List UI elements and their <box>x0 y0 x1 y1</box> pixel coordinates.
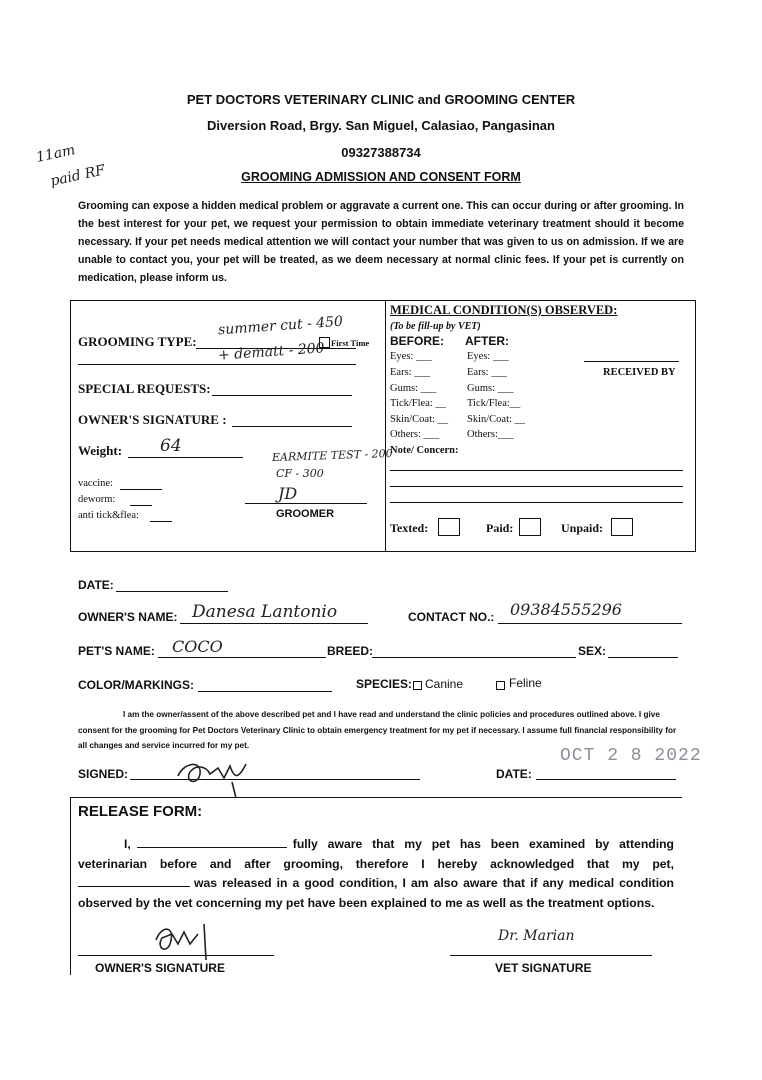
medical-title: MEDICAL CONDITION(S) OBSERVED: <box>390 303 618 317</box>
pet-name-label: PET'S NAME: <box>78 644 155 658</box>
after-tick-flea: Tick/Flea:__ <box>467 398 521 409</box>
form-title: GROOMING ADMISSION AND CONSENT FORM <box>241 170 521 184</box>
note-line-1[interactable] <box>390 470 683 471</box>
date-line[interactable] <box>116 591 228 592</box>
release-vet-signature-line[interactable] <box>450 955 652 956</box>
feline-label: Feline <box>509 676 542 690</box>
received-by-label: RECEIVED BY <box>603 367 676 378</box>
first-time-label: First Time <box>331 338 370 348</box>
before-eyes: Eyes: ___ <box>390 351 432 362</box>
special-requests-label: SPECIAL REQUESTS: <box>78 381 211 396</box>
release-name-blank[interactable] <box>137 835 287 848</box>
groomer-initials: JD <box>278 484 298 503</box>
contact-label: CONTACT NO.: <box>408 610 495 624</box>
sex-line[interactable] <box>608 657 678 658</box>
date-stamp: OCT 2 8 2022 <box>560 746 702 766</box>
anti-tick-line[interactable] <box>150 521 172 522</box>
note-line-2[interactable] <box>390 486 683 487</box>
box-top-border <box>70 300 696 301</box>
release-owner-signature-scribble <box>148 920 218 964</box>
intro-paragraph: Grooming can expose a hidden medical problem or aggravate a current one. This can occur during or after grooming. In the best interest for your pet, we request your permission to obtain immediate veterinary treatment should it become necessary. If your pet needs medical attention we will contact your number that was given to us on admission. If we are unable to contact you, your pet will be treated, as we deem necessary at normal clinic fees. If your pet is currently on medication, please inform us. <box>78 200 684 284</box>
species-label: SPECIES: <box>356 677 413 691</box>
weight-value: 64 <box>160 436 182 456</box>
before-skin-coat: Skin/Coat: __ <box>390 414 449 425</box>
deworm-line[interactable] <box>130 505 152 506</box>
release-top-border <box>70 797 682 798</box>
before-others: Others: ___ <box>390 429 440 440</box>
grooming-type-hand-2: + dematt - 200 <box>217 340 326 364</box>
box-divider <box>385 300 386 552</box>
groomer-line[interactable] <box>245 503 367 504</box>
cf-hand: CF - 300 <box>276 467 324 480</box>
date-label: DATE: <box>78 578 114 592</box>
release-vet-signature-label: VET SIGNATURE <box>495 961 592 975</box>
canine-label: Canine <box>425 677 464 691</box>
paid-checkbox[interactable] <box>519 518 541 536</box>
after-gums: Gums: ___ <box>467 383 514 394</box>
box-left-border <box>70 300 71 552</box>
pet-name-line[interactable] <box>158 657 326 658</box>
release-pet-blank[interactable] <box>78 874 190 887</box>
feline-checkbox[interactable] <box>496 681 505 690</box>
release-left-border <box>70 797 71 975</box>
before-tick-flea: Tick/Flea: __ <box>390 398 446 409</box>
texted-checkbox[interactable] <box>438 518 460 536</box>
texted-label: Texted: <box>390 521 429 535</box>
note-concern-label: Note/ Concern: <box>390 445 459 456</box>
clinic-phone: 09327388734 <box>341 145 421 160</box>
special-requests-line[interactable] <box>212 395 352 396</box>
grooming-type-line-2[interactable] <box>78 364 356 365</box>
box-right-border <box>695 300 696 552</box>
owner-signature-label: OWNER'S SIGNATURE : <box>78 412 227 427</box>
contact-line[interactable] <box>498 623 682 624</box>
consent-paragraph: I am the owner/assent of the above described pet and I have read and understand the clinic policies and procedures outlined above. I give consent for the grooming for Pet Doctors Veterinary Clinic to obtain emergency treatment for my pet if necessary. I assume full financial responsibility for all changes and service incurred for my pet. <box>78 710 677 750</box>
margin-note-paid: paid RF <box>48 162 107 190</box>
sex-label: SEX: <box>578 644 607 658</box>
clinic-address: Diversion Road, Brgy. San Miguel, Calasiao, Pangasinan <box>207 118 555 133</box>
color-markings-label: COLOR/MARKINGS: <box>78 678 194 692</box>
release-title: RELEASE FORM: <box>78 803 203 820</box>
anti-tick-label: anti tick&flea: <box>78 510 139 521</box>
date2-label: DATE: <box>496 767 532 781</box>
release-owner-signature-line[interactable] <box>78 955 274 956</box>
before-label: BEFORE: <box>390 334 444 348</box>
owner-signature-scribble <box>172 752 262 802</box>
after-label: AFTER: <box>465 334 509 348</box>
after-skin-coat: Skin/Coat: __ <box>467 414 526 425</box>
unpaid-checkbox[interactable] <box>611 518 633 536</box>
release-paragraph: I, fully aware that my pet has been examined by attending veterinarian before and after grooming, therefore I hereby acknowledged that my pet, was released in a good condition, I am also aware that if any medical condition observed by the vet concerning my pet have been explained to me as well as the treatment options. <box>78 837 674 910</box>
medical-subtitle: (To be fill-up by VET) <box>390 321 481 332</box>
note-line-3[interactable] <box>390 502 683 503</box>
grooming-type-hand-1: summer cut - 450 <box>217 313 344 339</box>
release-owner-signature-label: OWNER'S SIGNATURE <box>95 961 225 975</box>
breed-label: BREED: <box>327 644 374 658</box>
before-gums: Gums: ___ <box>390 383 437 394</box>
box-bottom-border <box>70 551 696 552</box>
before-ears: Ears: ___ <box>390 367 430 378</box>
pet-name-value: COCO <box>172 637 223 656</box>
canine-checkbox[interactable] <box>413 681 422 690</box>
after-eyes: Eyes: ___ <box>467 351 509 362</box>
received-by-line[interactable] <box>584 361 679 362</box>
after-ears: Ears: ___ <box>467 367 507 378</box>
breed-line[interactable] <box>372 657 576 658</box>
weight-line[interactable] <box>128 457 243 458</box>
after-others: Others:___ <box>467 429 514 440</box>
signed-label: SIGNED: <box>78 767 129 781</box>
unpaid-label: Unpaid: <box>561 521 604 535</box>
weight-label: Weight: <box>78 443 123 458</box>
earmite-test-hand: EARMITE TEST - 200 <box>271 446 393 465</box>
groomer-label: GROOMER <box>276 508 335 520</box>
contact-value: 09384555296 <box>510 600 622 619</box>
vaccine-label: vaccine: <box>78 478 113 489</box>
grooming-type-label: GROOMING TYPE: <box>78 334 197 349</box>
owner-name-value: Danesa Lantonio <box>192 602 338 622</box>
clinic-name: PET DOCTORS VETERINARY CLINIC and GROOMING CENTER <box>186 92 576 107</box>
first-time-checkbox[interactable] <box>319 337 330 348</box>
owner-signature-line[interactable] <box>232 426 352 427</box>
owner-name-line[interactable] <box>180 623 368 624</box>
deworm-label: deworm: <box>78 494 116 505</box>
paid-label: Paid: <box>486 521 514 535</box>
date2-line[interactable] <box>536 779 676 780</box>
owner-name-label: OWNER'S NAME: <box>78 610 178 624</box>
color-markings-line[interactable] <box>198 691 332 692</box>
vet-signature-hand: Dr. Marian <box>498 928 575 944</box>
margin-note-time: 11am <box>34 142 77 166</box>
vaccine-line[interactable] <box>120 489 162 490</box>
